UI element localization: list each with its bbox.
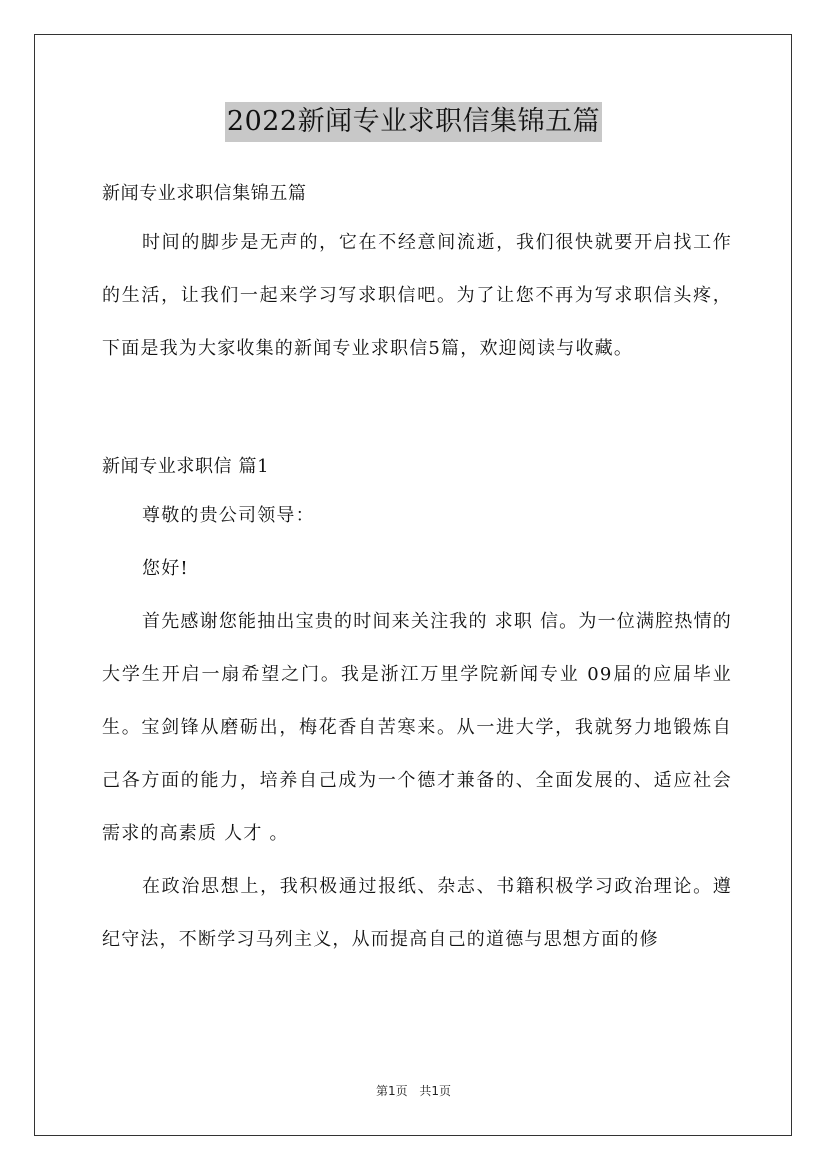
document-subtitle: 新闻专业求职信集锦五篇 <box>102 183 307 204</box>
document-body <box>102 176 732 966</box>
body-paragraph-1: 首先感谢您能抽出宝贵的时间来关注我的 求职 信。为一位满腔热情的大学生开启一扇希望之门。我是浙江万里学院新闻专业 09届的应届毕业生。宝剑锋从磨砺出，梅花香自苦寒来。从一进大学，我就努力地锻炼自己各方面的能力，培养自己成为一个德才兼备的、全面发展的、适应社会需求的高素质 人才 。 <box>102 611 732 844</box>
intro-paragraph: 时间的脚步是无声的，它在不经意间流逝，我们很快就要开启找工作的生活，让我们一起来学习写求职信吧。为了让您不再为写求职信头疼，下面是我为大家收集的新闻专业求职信5篇，欢迎阅读与收藏。 <box>102 232 732 359</box>
body-paragraph-2: 在政治思想上，我积极通过报纸、杂志、书籍积极学习政治理论。遵纪守法，不断学习马列主义，从而提高自己的道德与思想方面的修 <box>102 876 732 950</box>
page-number-total: 共1页 <box>419 1084 452 1098</box>
document-title: 2022新闻专业求职信集锦五篇 <box>225 102 602 142</box>
page-footer <box>0 1082 827 1099</box>
title-container <box>0 102 827 142</box>
section-heading: 新闻专业求职信 篇1 <box>102 456 270 477</box>
spacer <box>102 375 732 449</box>
page-number-current: 第1页 <box>375 1084 408 1098</box>
salutation: 尊敬的贵公司领导： <box>142 505 315 526</box>
greeting: 您好! <box>142 558 189 579</box>
